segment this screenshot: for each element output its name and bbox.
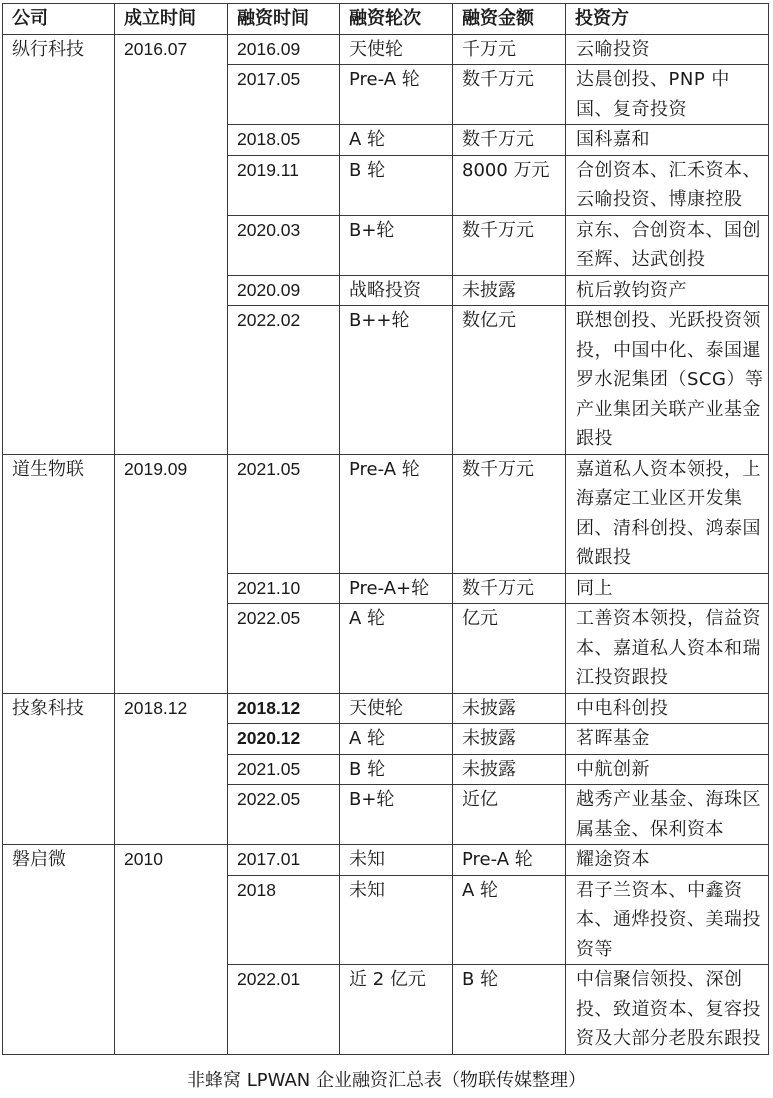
financing-amount-cell: 数千万元 xyxy=(453,215,566,275)
financing-round-cell: 天使轮 xyxy=(340,693,453,724)
investors-cell: 云喻投资 xyxy=(566,34,769,65)
financing-date-cell: 2021.10 xyxy=(228,573,340,604)
financing-amount-cell: 数亿元 xyxy=(453,306,566,455)
financing-amount-cell: 8000 万元 xyxy=(453,155,566,215)
financing-round-cell: A 轮 xyxy=(340,724,453,755)
financing-date-cell: 2018.05 xyxy=(228,125,340,156)
financing-amount-cell: A 轮 xyxy=(453,875,566,965)
investors-cell: 茗晖基金 xyxy=(566,724,769,755)
financing-round-cell: A 轮 xyxy=(340,125,453,156)
investors-cell: 国科嘉和 xyxy=(566,125,769,156)
table-body xyxy=(3,34,769,1054)
table-row xyxy=(3,845,769,876)
founded-date-cell: 2018.12 xyxy=(115,693,228,845)
financing-amount-cell: 未披露 xyxy=(453,275,566,306)
financing-date-cell: 2022.01 xyxy=(228,965,340,1055)
table-header-row xyxy=(3,4,769,35)
financing-round-cell: Pre-A+轮 xyxy=(340,573,453,604)
investors-cell: 中信聚信领投、深创投、致道资本、复容投资及大部分老股东跟投 xyxy=(566,965,769,1055)
table-row xyxy=(3,454,769,573)
financing-amount-cell: B 轮 xyxy=(453,965,566,1055)
financing-round-cell: B 轮 xyxy=(340,155,453,215)
financing-round-cell: 战略投资 xyxy=(340,275,453,306)
financing-round-cell: B+轮 xyxy=(340,785,453,845)
financing-round-cell: A 轮 xyxy=(340,604,453,694)
financing-round-cell: B 轮 xyxy=(340,754,453,785)
investors-cell: 合创资本、汇禾资本、云喻投资、博康控股 xyxy=(566,155,769,215)
financing-amount-cell: 数千万元 xyxy=(453,573,566,604)
financing-date-cell: 2022.05 xyxy=(228,604,340,694)
financing-date-cell: 2020.09 xyxy=(228,275,340,306)
financing-date-cell: 2017.01 xyxy=(228,845,340,876)
founded-date-cell: 2016.07 xyxy=(115,34,228,454)
investors-cell: 达晨创投、PNP 中国、复奇投资 xyxy=(566,65,769,125)
company-name-cell: 磐启微 xyxy=(3,845,115,1055)
header-founded: 成立时间 xyxy=(115,4,228,35)
investors-cell: 越秀产业基金、海珠区属基金、保利资本 xyxy=(566,785,769,845)
investors-cell: 耀途资本 xyxy=(566,845,769,876)
header-round: 融资轮次 xyxy=(340,4,453,35)
financing-amount-cell: 近亿 xyxy=(453,785,566,845)
investors-cell: 同上 xyxy=(566,573,769,604)
investors-cell: 京东、合创资本、国创至辉、达武创投 xyxy=(566,215,769,275)
financing-amount-cell: 数千万元 xyxy=(453,125,566,156)
founded-date-cell: 2019.09 xyxy=(115,454,228,693)
investors-cell: 联想创投、光跃投资领投，中国中化、泰国暹罗水泥集团（SCG）等产业集团关联产业基金跟投 xyxy=(566,306,769,455)
financing-round-cell: B++轮 xyxy=(340,306,453,455)
financing-table xyxy=(2,3,769,1055)
financing-amount-cell: 未披露 xyxy=(453,693,566,724)
founded-date-cell: 2010 xyxy=(115,845,228,1055)
financing-amount-cell: 未披露 xyxy=(453,724,566,755)
table-row xyxy=(3,34,769,65)
financing-amount-cell: 未披露 xyxy=(453,754,566,785)
financing-round-cell: Pre-A 轮 xyxy=(340,65,453,125)
header-financing-date: 融资时间 xyxy=(228,4,340,35)
financing-amount-cell: Pre-A 轮 xyxy=(453,845,566,876)
financing-date-cell: 2020.03 xyxy=(228,215,340,275)
financing-amount-cell: 数千万元 xyxy=(453,454,566,573)
financing-date-cell: 2018 xyxy=(228,875,340,965)
investors-cell: 杭后敦钧资产 xyxy=(566,275,769,306)
financing-date-cell: 2020.12 xyxy=(228,724,340,755)
financing-table-container xyxy=(2,3,769,1055)
financing-amount-cell: 千万元 xyxy=(453,34,566,65)
financing-round-cell: 未知 xyxy=(340,875,453,965)
company-name-cell: 道生物联 xyxy=(3,454,115,693)
financing-date-cell: 2019.11 xyxy=(228,155,340,215)
financing-date-cell: 2022.05 xyxy=(228,785,340,845)
investors-cell: 中电科创投 xyxy=(566,693,769,724)
financing-date-cell: 2018.12 xyxy=(228,693,340,724)
investors-cell: 君子兰资本、中鑫资本、通烨投资、美瑞投资等 xyxy=(566,875,769,965)
financing-date-cell: 2016.09 xyxy=(228,34,340,65)
company-name-cell: 纵行科技 xyxy=(3,34,115,454)
table-caption: 非蜂窝 LPWAN 企业融资汇总表（物联传媒整理） xyxy=(187,1070,586,1091)
financing-amount-cell: 数千万元 xyxy=(453,65,566,125)
financing-date-cell: 2021.05 xyxy=(228,454,340,573)
investors-cell: 工善资本领投，信益资本、嘉道私人资本和瑞江投资跟投 xyxy=(566,604,769,694)
header-amount: 融资金额 xyxy=(453,4,566,35)
financing-date-cell: 2022.02 xyxy=(228,306,340,455)
financing-round-cell: 未知 xyxy=(340,845,453,876)
financing-date-cell: 2021.05 xyxy=(228,754,340,785)
table-row xyxy=(3,693,769,724)
financing-round-cell: 天使轮 xyxy=(340,34,453,65)
company-name-cell: 技象科技 xyxy=(3,693,115,845)
investors-cell: 嘉道私人资本领投，上海嘉定工业区开发集团、清科创投、鸿泰国微跟投 xyxy=(566,454,769,573)
investors-cell: 中航创新 xyxy=(566,754,769,785)
financing-date-cell: 2017.05 xyxy=(228,65,340,125)
financing-amount-cell: 亿元 xyxy=(453,604,566,694)
header-company: 公司 xyxy=(3,4,115,35)
header-investors: 投资方 xyxy=(566,4,769,35)
financing-round-cell: 近 2 亿元 xyxy=(340,965,453,1055)
financing-round-cell: B+轮 xyxy=(340,215,453,275)
financing-round-cell: Pre-A 轮 xyxy=(340,454,453,573)
